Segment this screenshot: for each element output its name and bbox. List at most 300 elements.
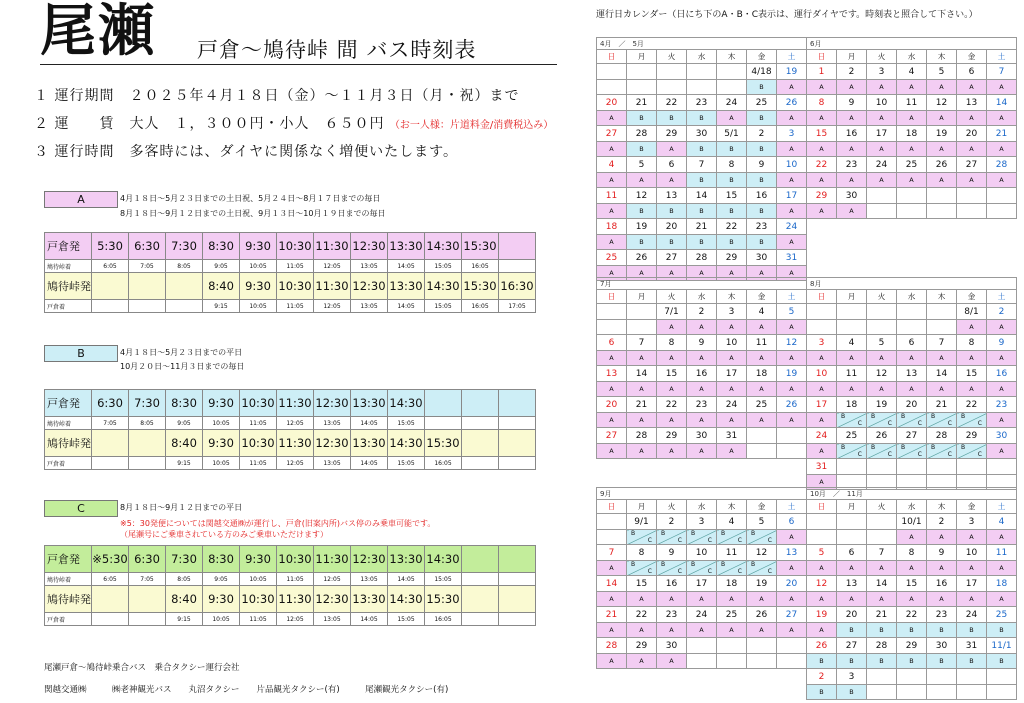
time-cell: 11:30 — [277, 586, 314, 613]
time-cell: 6:05 — [92, 260, 129, 273]
calendar-schedule-code: B — [657, 204, 687, 219]
calendar-date: 3 — [837, 669, 867, 685]
calendar-schedule-code — [897, 685, 927, 700]
calendar-schedule-code: A — [777, 530, 807, 545]
calendar-schedule-code: A — [657, 320, 687, 335]
code-c: C — [887, 420, 892, 427]
schedule-row — [45, 300, 536, 313]
code-c: C — [857, 451, 862, 458]
schedule-row — [45, 546, 536, 573]
time-cell: 8:30 — [166, 390, 203, 417]
calendar-schedule-code: A — [627, 382, 657, 397]
calendar-date: 11 — [987, 545, 1017, 561]
calendar-schedule-code: A — [927, 592, 957, 607]
time-cell: 10:30 — [240, 390, 277, 417]
calendar-schedule-code: A — [687, 320, 717, 335]
calendar-date: 24 — [717, 397, 747, 413]
code-b: B — [661, 530, 666, 537]
calendar-schedule-code: A — [627, 266, 657, 281]
calendar-schedule-code: A — [807, 561, 837, 576]
calendar-schedule-code: B — [687, 111, 717, 126]
time-cell: 8:05 — [166, 573, 203, 586]
calendar-schedule-code: A — [837, 382, 867, 397]
calendar-schedule-code: A — [657, 592, 687, 607]
calendar-schedule-code: A — [987, 173, 1017, 188]
calendar-date — [807, 514, 837, 530]
calendar-date: 18 — [597, 219, 627, 235]
calendar-schedule-code — [747, 654, 777, 669]
calendar-schedule-code — [867, 685, 897, 700]
calendar-date: 31 — [717, 428, 747, 444]
time-cell: 10:30 — [240, 430, 277, 457]
weekday-header: 金 — [747, 500, 777, 514]
time-cell: 10:30 — [240, 586, 277, 613]
calendar-schedule-code: B — [807, 685, 837, 700]
time-cell: 8:05 — [129, 417, 166, 430]
time-cell: 11:30 — [314, 546, 351, 573]
calendar-schedule-code: B — [747, 142, 777, 157]
calendar-date: 24 — [687, 607, 717, 623]
time-cell: 9:05 — [166, 417, 203, 430]
calendar-schedule-code — [957, 685, 987, 700]
calendar-schedule-code: B — [657, 111, 687, 126]
calendar-date: 3 — [867, 64, 897, 80]
calendar-schedule-code: A — [837, 592, 867, 607]
schedule-c-label: C — [44, 500, 118, 517]
calendar-schedule-code: A — [597, 444, 627, 459]
time-cell: 9:30 — [203, 586, 240, 613]
calendar-schedule-code: A — [687, 623, 717, 638]
calendar-schedule-code: B — [897, 623, 927, 638]
calendar-schedule-code: A — [897, 530, 927, 545]
calendar-schedule-code: B — [687, 142, 717, 157]
page-subtitle: 戸倉～鳩待峠 間 バス時刻表 — [197, 38, 477, 62]
calendar-date: 18 — [897, 126, 927, 142]
calendar-date — [627, 304, 657, 320]
calendar-schedule-code: B — [927, 623, 957, 638]
calendar-schedule-code: A — [837, 351, 867, 366]
calendar-schedule-code: B — [747, 80, 777, 95]
time-cell: 16:05 — [462, 300, 499, 313]
calendar-schedule-code — [597, 80, 627, 95]
weekday-header: 金 — [747, 50, 777, 64]
calendar-date: 11 — [837, 366, 867, 382]
calendar-date: 20 — [957, 126, 987, 142]
calendar-date: 4 — [597, 157, 627, 173]
calendar-date: 18 — [837, 397, 867, 413]
time-cell: 17:05 — [499, 300, 536, 313]
calendar-date: 20 — [777, 576, 807, 592]
calendar-schedule-code: A — [957, 173, 987, 188]
calendar-date: 25 — [987, 607, 1017, 623]
stop-label: 鳩待峠発 — [45, 273, 92, 300]
time-cell: 10:30 — [277, 546, 314, 573]
calendar-schedule-code: B — [987, 654, 1017, 669]
weekday-header: 月 — [627, 290, 657, 304]
calendar-date: 23 — [687, 95, 717, 111]
calendar-schedule-code: B — [687, 173, 717, 188]
calendar-schedule-code: A — [807, 623, 837, 638]
schedule-row — [45, 457, 536, 470]
calendar-date: 23 — [687, 397, 717, 413]
time-cell: 9:15 — [203, 300, 240, 313]
calendar-schedule-code: A — [777, 623, 807, 638]
time-cell: 13:30 — [351, 390, 388, 417]
calendar-schedule-code — [837, 530, 867, 545]
time-cell: 11:30 — [314, 233, 351, 260]
calendar-date: 18 — [987, 576, 1017, 592]
code-b: B — [631, 530, 636, 537]
calendar-date: 12 — [867, 366, 897, 382]
calendar-date — [597, 304, 627, 320]
calendar-date: 3 — [957, 514, 987, 530]
schedule-a-label: A — [44, 191, 118, 208]
calendar-date: 4/18 — [747, 64, 777, 80]
time-cell: 9:15 — [166, 457, 203, 470]
calendar-date: 17 — [777, 188, 807, 204]
calendar-schedule-code: B — [717, 204, 747, 219]
calendar-date: 29 — [717, 250, 747, 266]
calendar-schedule-code: A — [927, 382, 957, 397]
fare-text: ２ 運 賃 大人 １，３００円・小人 ６５０円 — [34, 116, 385, 132]
calendar-schedule-code: A — [807, 382, 837, 397]
calendar-date: 22 — [807, 157, 837, 173]
calendar-schedule-code — [807, 530, 837, 545]
calendar-date: 10 — [867, 95, 897, 111]
calendar-schedule-code: B — [837, 623, 867, 638]
calendar-date: 14 — [867, 576, 897, 592]
calendar-date: 19 — [867, 397, 897, 413]
time-cell: 12:05 — [314, 300, 351, 313]
calendar-schedule-code: A — [657, 654, 687, 669]
weekday-header: 土 — [987, 500, 1017, 514]
calendar-schedule-code: A — [927, 173, 957, 188]
stop-label: 鳩待峠発 — [45, 586, 92, 613]
time-cell — [92, 457, 129, 470]
calendar-date: 30 — [687, 428, 717, 444]
time-cell — [425, 417, 462, 430]
calendar-schedule-code — [987, 204, 1017, 219]
calendar-date: 16 — [987, 366, 1017, 382]
calendar-date: 2 — [747, 126, 777, 142]
calendar-date: 5 — [807, 545, 837, 561]
calendar-schedule-code: A — [807, 173, 837, 188]
calendar-date: 17 — [687, 576, 717, 592]
calendar-date — [777, 638, 807, 654]
calendar-schedule-code: A — [657, 173, 687, 188]
calendar-schedule-code: A — [597, 592, 627, 607]
calendar-schedule-code: A — [627, 654, 657, 669]
calendar-date: 8 — [627, 545, 657, 561]
time-cell: 11:30 — [277, 390, 314, 417]
calendar-schedule-code: B — [717, 235, 747, 250]
time-cell: 7:30 — [166, 233, 203, 260]
calendar-date: 31 — [957, 638, 987, 654]
calendar-schedule-code: A — [597, 654, 627, 669]
weekday-header: 火 — [867, 290, 897, 304]
calendar-date — [747, 638, 777, 654]
code-c: C — [767, 568, 772, 575]
time-cell: 8:40 — [166, 586, 203, 613]
time-cell: 15:05 — [425, 260, 462, 273]
calendar-schedule-code — [657, 561, 687, 576]
calendar-schedule-code: B — [717, 173, 747, 188]
calendar-schedule-code: B — [957, 654, 987, 669]
calendar-date: 21 — [687, 219, 717, 235]
calendar-schedule-code: A — [717, 592, 747, 607]
calendar-date: 15 — [957, 366, 987, 382]
code-c: C — [677, 568, 682, 575]
calendar-date — [627, 64, 657, 80]
calendar-date: 26 — [807, 638, 837, 654]
calendar-schedule-code: A — [687, 351, 717, 366]
time-cell: 13:05 — [351, 260, 388, 273]
time-cell: 9:15 — [166, 613, 203, 626]
calendar-date: 12 — [627, 188, 657, 204]
calendar-date: 17 — [807, 397, 837, 413]
calendar-schedule-code — [927, 444, 957, 459]
calendar-schedule-code: A — [777, 111, 807, 126]
stop-label: 戸倉着 — [45, 300, 92, 313]
calendar-date: 6 — [957, 64, 987, 80]
stop-label: 戸倉発 — [45, 233, 92, 260]
stop-label: 戸倉着 — [45, 457, 92, 470]
calendar-schedule-code: A — [987, 351, 1017, 366]
calendar-jun — [806, 37, 1017, 219]
calendar-schedule-code: A — [777, 80, 807, 95]
calendar-schedule-code: A — [867, 111, 897, 126]
calendar-schedule-code: A — [987, 530, 1017, 545]
time-cell: 9:30 — [203, 390, 240, 417]
time-cell: 6:05 — [92, 573, 129, 586]
calendar-schedule-code: A — [777, 382, 807, 397]
calendar-date: 21 — [597, 607, 627, 623]
calendar-date: 26 — [867, 428, 897, 444]
calendar-date: 2 — [927, 514, 957, 530]
time-cell: 10:05 — [203, 417, 240, 430]
weekday-header: 月 — [837, 290, 867, 304]
calendar-date: 28 — [927, 428, 957, 444]
time-cell: 11:05 — [277, 260, 314, 273]
calendar-date: 26 — [627, 250, 657, 266]
calendar-schedule-code: B — [837, 685, 867, 700]
weekday-header: 木 — [927, 500, 957, 514]
calendar-date: 6 — [897, 335, 927, 351]
calendar-date: 21 — [927, 397, 957, 413]
time-cell — [92, 613, 129, 626]
calendar-date: 23 — [987, 397, 1017, 413]
calendar-schedule-code: B — [957, 623, 987, 638]
code-c: C — [947, 451, 952, 458]
calendar-date: 16 — [837, 126, 867, 142]
calendar-date: 30 — [657, 638, 687, 654]
calendar-date — [897, 669, 927, 685]
calendar-date: 20 — [837, 607, 867, 623]
time-cell: 11:30 — [314, 273, 351, 300]
calendar-schedule-code: A — [687, 266, 717, 281]
calendar-schedule-code: B — [687, 235, 717, 250]
calendar-schedule-code — [867, 530, 897, 545]
time-cell: 10:05 — [240, 300, 277, 313]
weekday-header: 水 — [687, 500, 717, 514]
calendar-date: 2 — [807, 669, 837, 685]
calendar-schedule-code: A — [837, 142, 867, 157]
calendar-date: 8 — [807, 95, 837, 111]
weekday-header: 木 — [717, 290, 747, 304]
time-cell: 14:30 — [388, 430, 425, 457]
calendar-jul — [596, 277, 807, 459]
calendar-date — [987, 459, 1017, 475]
calendar-schedule-code: B — [717, 142, 747, 157]
calendar-schedule-code: A — [927, 530, 957, 545]
calendar-date: 16 — [687, 366, 717, 382]
calendar-month-title: 8月 — [807, 278, 1017, 290]
calendar-date: 24 — [777, 219, 807, 235]
schedule-c-table — [44, 545, 536, 626]
time-cell: 15:30 — [462, 233, 499, 260]
calendar-date: 9 — [837, 95, 867, 111]
weekday-header: 月 — [627, 50, 657, 64]
calendar-schedule-code: A — [627, 444, 657, 459]
calendar-date: 11 — [897, 95, 927, 111]
time-cell — [499, 390, 536, 417]
calendar-date: 3 — [777, 126, 807, 142]
time-cell: 12:30 — [314, 430, 351, 457]
time-cell: 16:05 — [425, 457, 462, 470]
code-c: C — [737, 568, 742, 575]
calendar-schedule-code: A — [957, 561, 987, 576]
weekday-header: 火 — [657, 290, 687, 304]
calendar-schedule-code: A — [807, 444, 837, 459]
calendar-date: 14 — [687, 188, 717, 204]
calendar-date: 17 — [717, 366, 747, 382]
calendar-schedule-code: A — [807, 592, 837, 607]
weekday-header: 火 — [657, 500, 687, 514]
code-b: B — [691, 530, 696, 537]
calendar-schedule-code: A — [897, 561, 927, 576]
calendar-date: 7 — [627, 335, 657, 351]
calendar-schedule-code — [717, 530, 747, 545]
calendar-date: 2 — [837, 64, 867, 80]
calendar-schedule-code — [807, 320, 837, 335]
calendar-date: 2 — [687, 304, 717, 320]
calendar-date: 12 — [807, 576, 837, 592]
calendar-date: 24 — [807, 428, 837, 444]
calendar-schedule-code: A — [777, 142, 807, 157]
time-cell — [129, 273, 166, 300]
schedule-a-table — [44, 232, 536, 313]
calendar-date: 8 — [957, 335, 987, 351]
weekday-header: 金 — [957, 50, 987, 64]
time-cell: 13:30 — [388, 233, 425, 260]
calendar-schedule-code: A — [777, 235, 807, 250]
calendar-schedule-code: A — [627, 173, 657, 188]
calendar-schedule-code: A — [717, 444, 747, 459]
calendar-date: 10 — [957, 545, 987, 561]
calendar-schedule-code — [897, 204, 927, 219]
calendar-schedule-code: A — [597, 235, 627, 250]
code-b: B — [931, 444, 936, 451]
calendar-date: 21 — [627, 397, 657, 413]
calendar-date — [717, 638, 747, 654]
schedule-row — [45, 573, 536, 586]
time-cell — [129, 430, 166, 457]
time-cell: 13:30 — [388, 273, 425, 300]
calendar-schedule-code: A — [627, 623, 657, 638]
calendar-date: 18 — [747, 366, 777, 382]
calendar-schedule-code — [717, 561, 747, 576]
time-cell: 14:30 — [425, 546, 462, 573]
calendar-date: 27 — [657, 250, 687, 266]
calendar-schedule-code — [627, 561, 657, 576]
calendar-date: 2 — [657, 514, 687, 530]
stop-label: 鳩待峠着 — [45, 573, 92, 586]
calendar-date: 19 — [777, 64, 807, 80]
time-cell: 10:05 — [203, 613, 240, 626]
calendar-month-title: 6月 — [807, 38, 1017, 50]
calendar-schedule-code: A — [987, 413, 1017, 428]
code-b: B — [841, 444, 846, 451]
time-cell: 6:30 — [129, 233, 166, 260]
time-cell: 12:30 — [314, 390, 351, 417]
schedule-row — [45, 390, 536, 417]
time-cell: 9:05 — [203, 260, 240, 273]
calendar-schedule-code — [897, 444, 927, 459]
calendar-schedule-code: A — [987, 592, 1017, 607]
calendar-schedule-code: A — [867, 142, 897, 157]
calendar-date: 6 — [837, 545, 867, 561]
time-cell: 8:40 — [166, 430, 203, 457]
calendar-schedule-code: B — [867, 623, 897, 638]
calendar-date: 19 — [747, 576, 777, 592]
calendar-schedule-code — [957, 444, 987, 459]
calendar-date: 14 — [927, 366, 957, 382]
calendar-date: 7 — [987, 64, 1017, 80]
code-b: B — [871, 444, 876, 451]
weekday-header: 火 — [657, 50, 687, 64]
calendar-schedule-code: A — [747, 413, 777, 428]
calendar-date: 23 — [657, 607, 687, 623]
schedule-row — [45, 613, 536, 626]
calendar-date: 9 — [927, 545, 957, 561]
calendar-apr-may — [596, 37, 807, 281]
time-cell: 16:05 — [462, 260, 499, 273]
calendar-date — [657, 64, 687, 80]
weekday-header: 日 — [597, 290, 627, 304]
calendar-schedule-code: A — [897, 111, 927, 126]
calendar-schedule-code: A — [597, 204, 627, 219]
calendar-date — [837, 459, 867, 475]
time-cell — [462, 390, 499, 417]
calendar-schedule-code: A — [987, 111, 1017, 126]
info-hours: ３ 運行時間 多客時には、ダイヤに関係なく増便いたします。 — [34, 144, 459, 160]
time-cell: 15:30 — [425, 586, 462, 613]
calendar-oct-nov — [806, 487, 1017, 700]
calendar-schedule-code: A — [777, 173, 807, 188]
calendar-schedule-code: A — [717, 623, 747, 638]
code-c: C — [857, 420, 862, 427]
calendar-schedule-code: A — [897, 592, 927, 607]
time-cell — [166, 273, 203, 300]
calendar-schedule-code — [597, 530, 627, 545]
time-cell: 12:30 — [351, 233, 388, 260]
calendar-schedule-code: A — [747, 266, 777, 281]
time-cell: 12:05 — [314, 260, 351, 273]
calendar-schedule-code — [687, 561, 717, 576]
calendar-schedule-code: A — [627, 413, 657, 428]
time-cell: 14:05 — [351, 457, 388, 470]
calendar-date: 26 — [777, 95, 807, 111]
